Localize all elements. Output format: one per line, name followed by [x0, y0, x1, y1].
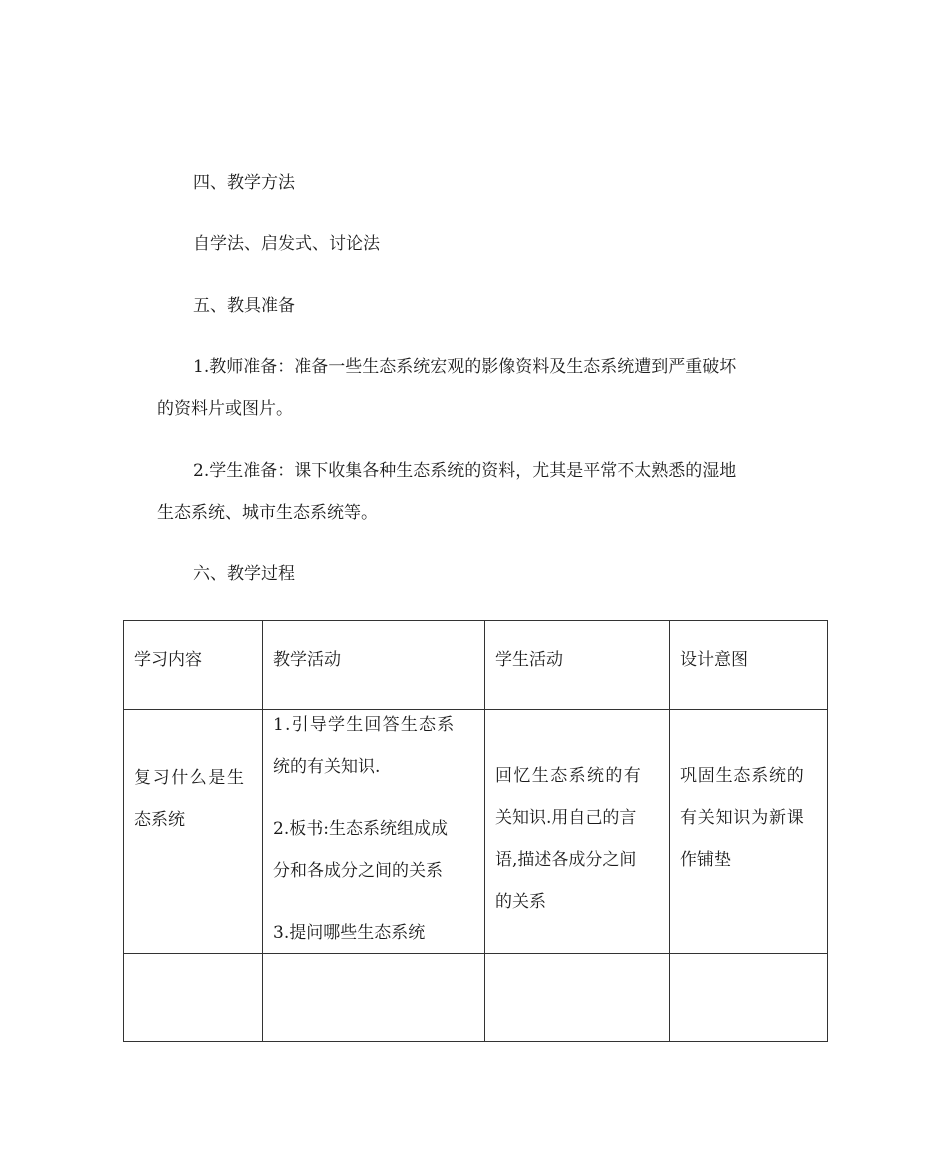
table-border-bottom	[123, 1041, 828, 1042]
cell-text-line: 巩固生态系统的	[680, 766, 805, 786]
teacher-prep-line-2: 的资料片或图片。	[157, 399, 293, 419]
cell-text-line: 的关系	[495, 892, 546, 912]
table-border-left	[123, 620, 124, 1042]
section-heading-tools: 五、教具准备	[193, 296, 295, 316]
cell-text-line: 关知识.用自己的言	[495, 808, 637, 828]
section-heading-process: 六、教学过程	[193, 564, 295, 584]
cell-student-activity	[495, 764, 642, 914]
teacher-prep-line-1: 1.教师准备：准备一些生态系统宏观的影像资料及生态系统遭到严重破坏	[193, 357, 737, 377]
header-learning-content: 学习内容	[134, 650, 202, 670]
header-design-intent: 设计意图	[680, 650, 748, 670]
header-teaching-activity: 教学活动	[273, 650, 341, 670]
method-content: 自学法、启发式、讨论法	[193, 234, 380, 254]
table-border-top	[123, 620, 828, 621]
cell-text-line: 有关知识为新课	[680, 808, 805, 828]
teaching-process-table	[123, 620, 828, 1042]
cell-text-line: 态系统	[134, 810, 185, 830]
student-prep-line-2: 生态系统、城市生态系统等。	[157, 503, 378, 523]
cell-text-line: 3.提问哪些生态系统	[273, 923, 426, 943]
table-row-divider-2	[123, 953, 828, 954]
table-border-right	[827, 620, 828, 1042]
header-student-activity: 学生活动	[495, 650, 563, 670]
cell-text-line: 1.引导学生回答生态系	[273, 715, 456, 735]
section-heading-method: 四、教学方法	[193, 173, 295, 193]
cell-text-line: 2.板书:生态系统组成成	[273, 819, 448, 839]
cell-text-line: 复习什么是生	[134, 768, 246, 788]
table-col-divider-2	[484, 620, 485, 1042]
cell-design-intent	[680, 764, 805, 872]
table-col-divider-3	[669, 620, 670, 1042]
table-row-divider-1	[123, 709, 828, 710]
cell-learning-content	[134, 766, 246, 832]
student-prep-line-1: 2.学生准备：课下收集各种生态系统的资料，尤其是平常不太熟悉的湿地	[193, 461, 737, 481]
cell-text-line: 作铺垫	[680, 850, 731, 870]
cell-text-line: 统的有关知识.	[273, 757, 381, 777]
cell-text-line: 分和各成分之间的关系	[273, 861, 443, 881]
cell-teaching-activity	[273, 713, 455, 945]
table-col-divider-1	[262, 620, 263, 1042]
cell-text-line: 回忆生态系统的有	[495, 766, 643, 786]
cell-text-line: 语,描述各成分之间	[495, 850, 637, 870]
